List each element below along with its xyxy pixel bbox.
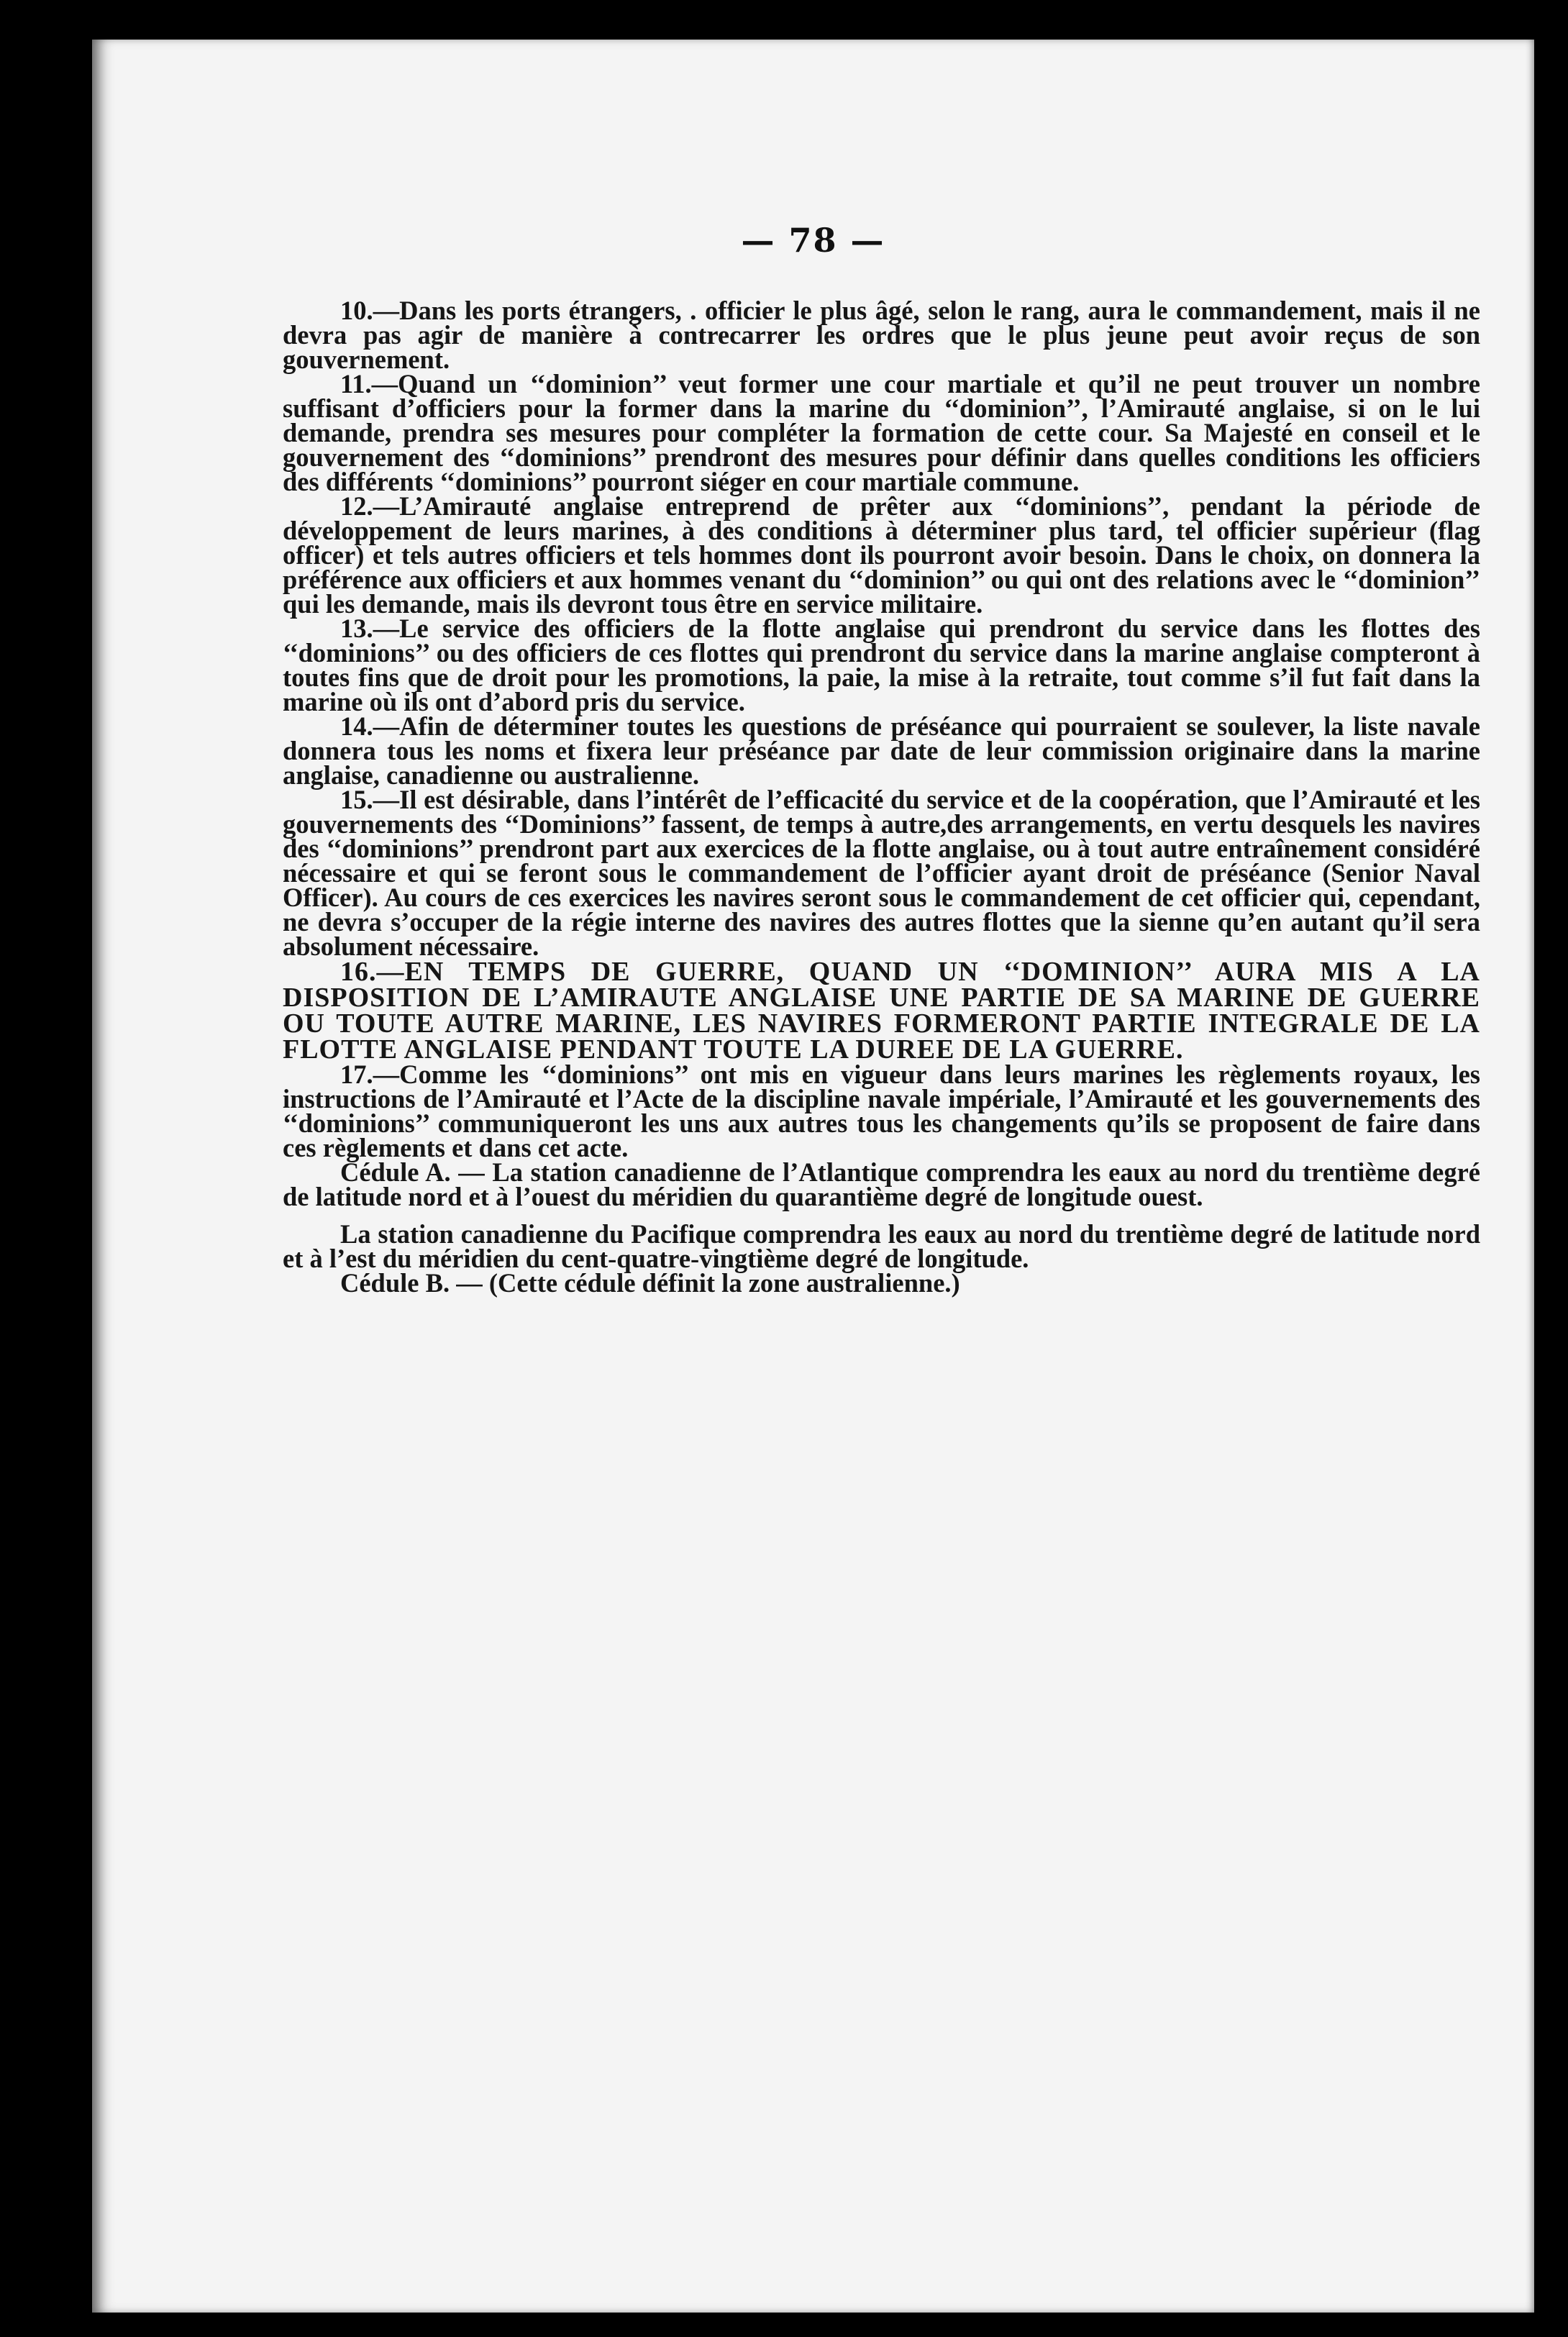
- schedule-a-atlantic: Cédule A. — La station canadienne de l’Atlantique comprendra les eaux au nord du trentième degré de latitude nord et à l’ouest du méridien du quarantième degré de longitude ouest.: [283, 1157, 1480, 1211]
- paragraph-15: 15.—Il est désirable, dans l’intérêt de l’efficacité du service et de la coopération, que l’Amirauté et les gouvernements des ‘‘Dominions’’ fassent, de temps à autre,des arrangements, en vertu desquels les navires des ‘‘dominions’’ prendront part aux exercices de la flotte anglaise, ou à tout autre entraînement considéré nécessaire et qui se feront sous le commandement de l’officier ayant droit de préséance (Senior Naval Officer). Au cours de ces exercices les navires seront sous le commandement de cet officier qui, cependant, ne devra s’occuper de la régie interne des navires des autres flottes que la sienne qu’en autant qu’il sera absolument nécessaire.: [283, 785, 1480, 961]
- paragraph-11: 11.—Quand un ‘‘dominion’’ veut former une cour martiale et qu’il ne peut trouver un nombre suffisant d’officiers pour la former dans la marine du ‘‘dominion’’, l’Amirauté anglaise, si on le lui demande, prendra ses mesures pour compléter la formation de cette cour. Sa Majesté en conseil et le gouvernement des ‘‘dominions’’ prendront des mesures pour définir dans quelles conditions les officiers des différents ‘‘dominions’’ pourront siéger en cour martiale commune.: [283, 369, 1480, 496]
- schedule-a-pacific: La station canadienne du Pacifique comprendra les eaux au nord du trentième degré de latitude nord et à l’est du méridien du cent-quatre-vingtième degré de longitude.: [283, 1219, 1480, 1273]
- document-page: [92, 40, 1534, 2313]
- paragraph-17: 17.—Comme les ‘‘dominions’’ ont mis en vigueur dans leurs marines les règlements royaux, les instructions de l’Amirauté et l’Acte de la discipline navale impériale, l’Amirauté et les gouvernements des ‘‘dominions’’ communiqueront les uns aux autres tous les changements qu’ils se proposent de faire dans ces règlements et dans cet acte.: [283, 1060, 1480, 1162]
- schedule-b: Cédule B. — (Cette cédule définit la zone australienne.): [340, 1268, 960, 1298]
- document-body: [283, 296, 1480, 1298]
- page-number: — 78 —: [741, 221, 885, 260]
- paragraph-12: 12.—L’Amirauté anglaise entreprend de prêter aux ‘‘dominions’’, pendant la période de développement de leurs marines, à des conditions à déterminer plus tard, tel officier supérieur (flag officer) et tels autres officiers et tels hommes dont ils pourront avoir besoin. Dans le choix, on donnera la préférence aux officiers et aux hommes venant du ‘‘dominion’’ ou qui ont des relations avec le ‘‘dominion’’ qui les demande, mais ils devront tous être en service militaire.: [283, 491, 1480, 619]
- paragraph-10: 10.—Dans les ports étrangers, . officier le plus âgé, selon le rang, aura le commandement, mais il ne devra pas agir de manière à contrecarrer les ordres que le plus jeune peut avoir reçus de son gouvernement.: [283, 296, 1480, 374]
- paragraph-16: 16.—EN TEMPS DE GUERRE, QUAND UN ‘‘DOMINION’’ AURA MIS A LA DISPOSITION DE L’AMIRAUTE ANGLAISE UNE PARTIE DE SA MARINE DE GUERRE OU TOUTE AUTRE MARINE, LES NAVIRES FORMERONT PARTIE INTEGRALE DE LA FLOTTE ANGLAISE PENDANT TOUTE LA DUREE DE LA GUERRE.: [283, 957, 1480, 1065]
- paragraph-13: 13.—Le service des officiers de la flotte anglaise qui prendront du service dans les flottes des ‘‘dominions’’ ou des officiers de ces flottes qui prendront du service dans la marine anglaise compteront à toutes fins que de droit pour les promotions, la paie, la mise à la retraite, tout comme s’il fut fait dans la marine où ils ont d’abord pris du service.: [283, 614, 1480, 716]
- paragraph-14: 14.—Afin de déterminer toutes les questions de préséance qui pourraient se soulever, la liste navale donnera tous les noms et fixera leur préséance par date de leur commission originaire dans la marine anglaise, canadienne ou australienne.: [283, 711, 1480, 790]
